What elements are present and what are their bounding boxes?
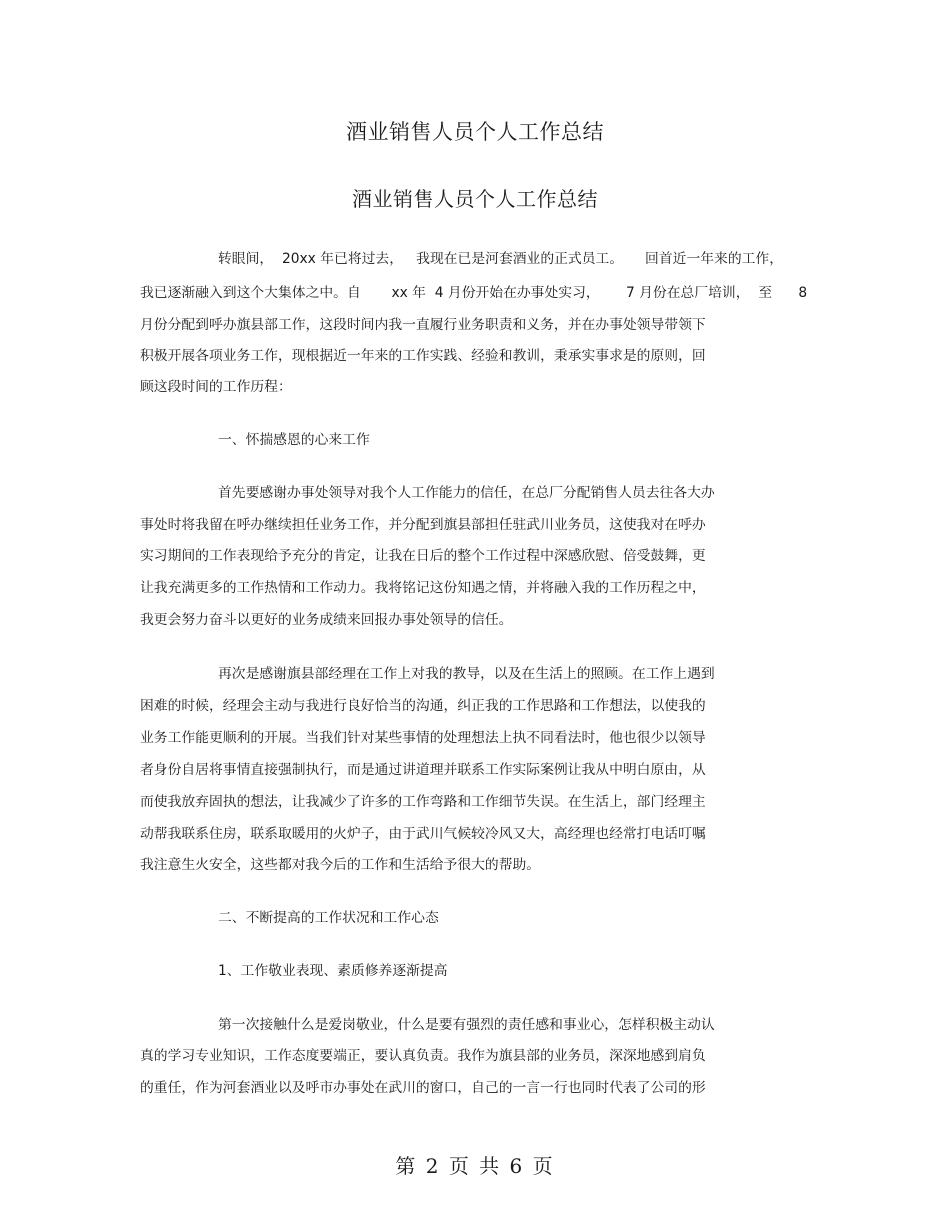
page-number-footer: 第 2 页 共 6 页 bbox=[395, 1154, 555, 1178]
paragraph-line: 业务工作能更顺利的开展。当我们针对某些事情的处理想法上执不同看法时，他也很少以领导 bbox=[140, 730, 706, 746]
paragraph-line: 者身份自居将事情直接强制执行，而是通过讲道理并联系工作实际案例让我从中明白原由，从 bbox=[140, 762, 706, 778]
paragraph-line: 首先要感谢办事处领导对我个人工作能力的信任，在总厂分配销售人员去往各大办 bbox=[218, 485, 715, 501]
paragraph-line: 转眼间， 20xx 年已将过去， 我现在已是河套酒业的正式员工。 回首近一年来的工作， bbox=[218, 251, 784, 267]
paragraph-line: 我更会努力奋斗以更好的业务成绩来回报办事处领导的信任。 bbox=[140, 612, 513, 628]
paragraph-line: 而使我放弃固执的想法，让我减少了许多的工作弯路和工作细节失误。在生活上，部门经理主 bbox=[140, 794, 706, 810]
paragraph-line: 真的学习专业知识，工作态度要端正，要认真负责。我作为旗县部的业务员，深深地感到肩负 bbox=[140, 1048, 706, 1064]
paragraph-line: 让我充满更多的工作热情和工作动力。我将铭记这份知遇之情，并将融入我的工作历程之中， bbox=[140, 580, 706, 596]
subsection-heading: 1、工作敬业表现、素质修养逐渐提高 bbox=[218, 963, 448, 979]
paragraph-line: 事处时将我留在呼办继续担任业务工作，并分配到旗县部担任驻武川业务员，这使我对在呼办 bbox=[140, 517, 706, 533]
paragraph-line: 月份分配到呼办旗县部工作，这段时间内我一直履行业务职责和义务，并在办事处领导带领下 bbox=[140, 317, 706, 333]
section-heading: 一、怀揣感恩的心来工作 bbox=[218, 432, 370, 448]
paragraph-line: 积极开展各项业务工作，现根据近一年来的工作实践、经验和教训，秉承实事求是的原则，回 bbox=[140, 348, 706, 364]
paragraph-line: 困难的时候，经理会主动与我进行良好恰当的沟通，纠正我的工作思路和工作想法，以使我的 bbox=[140, 698, 706, 714]
paragraph-line: 顾这段时间的工作历程： bbox=[140, 379, 292, 395]
paragraph-line: 实习期间的工作表现给予充分的肯定，让我在日后的整个工作过程中深感欣慰、倍受鼓舞，更 bbox=[140, 548, 706, 564]
paragraph-line: 再次是感谢旗县部经理在工作上对我的教导，以及在生活上的照顾。在工作上遇到 bbox=[218, 666, 715, 682]
paragraph-line: 的重任，作为河套酒业以及呼市办事处在武川的窗口，自己的一言一行也同时代表了公司的形 bbox=[140, 1080, 706, 1096]
section-heading: 二、不断提高的工作状况和工作心态 bbox=[218, 910, 439, 926]
paragraph-line: 我注意生火安全，这些都对我今后的工作和生活给予很大的帮助。 bbox=[140, 857, 541, 873]
paragraph-line: 动帮我联系住房，联系取暖用的火炉子，由于武川气候较冷风又大，高经理也经常打电话叮嘱 bbox=[140, 826, 706, 842]
document-subtitle: 酒业销售人员个人工作总结 bbox=[352, 187, 598, 211]
paragraph-line: 我已逐渐融入到这个大集体之中。自 xx 年 4 月份开始在办事处实习， 7 月份在总厂培训， 至 8 bbox=[140, 285, 808, 301]
document-title: 酒业销售人员个人工作总结 bbox=[346, 120, 604, 144]
paragraph-line: 第一次接触什么是爱岗敬业，什么是要有强烈的责任感和事业心，怎样积极主动认 bbox=[218, 1017, 715, 1033]
